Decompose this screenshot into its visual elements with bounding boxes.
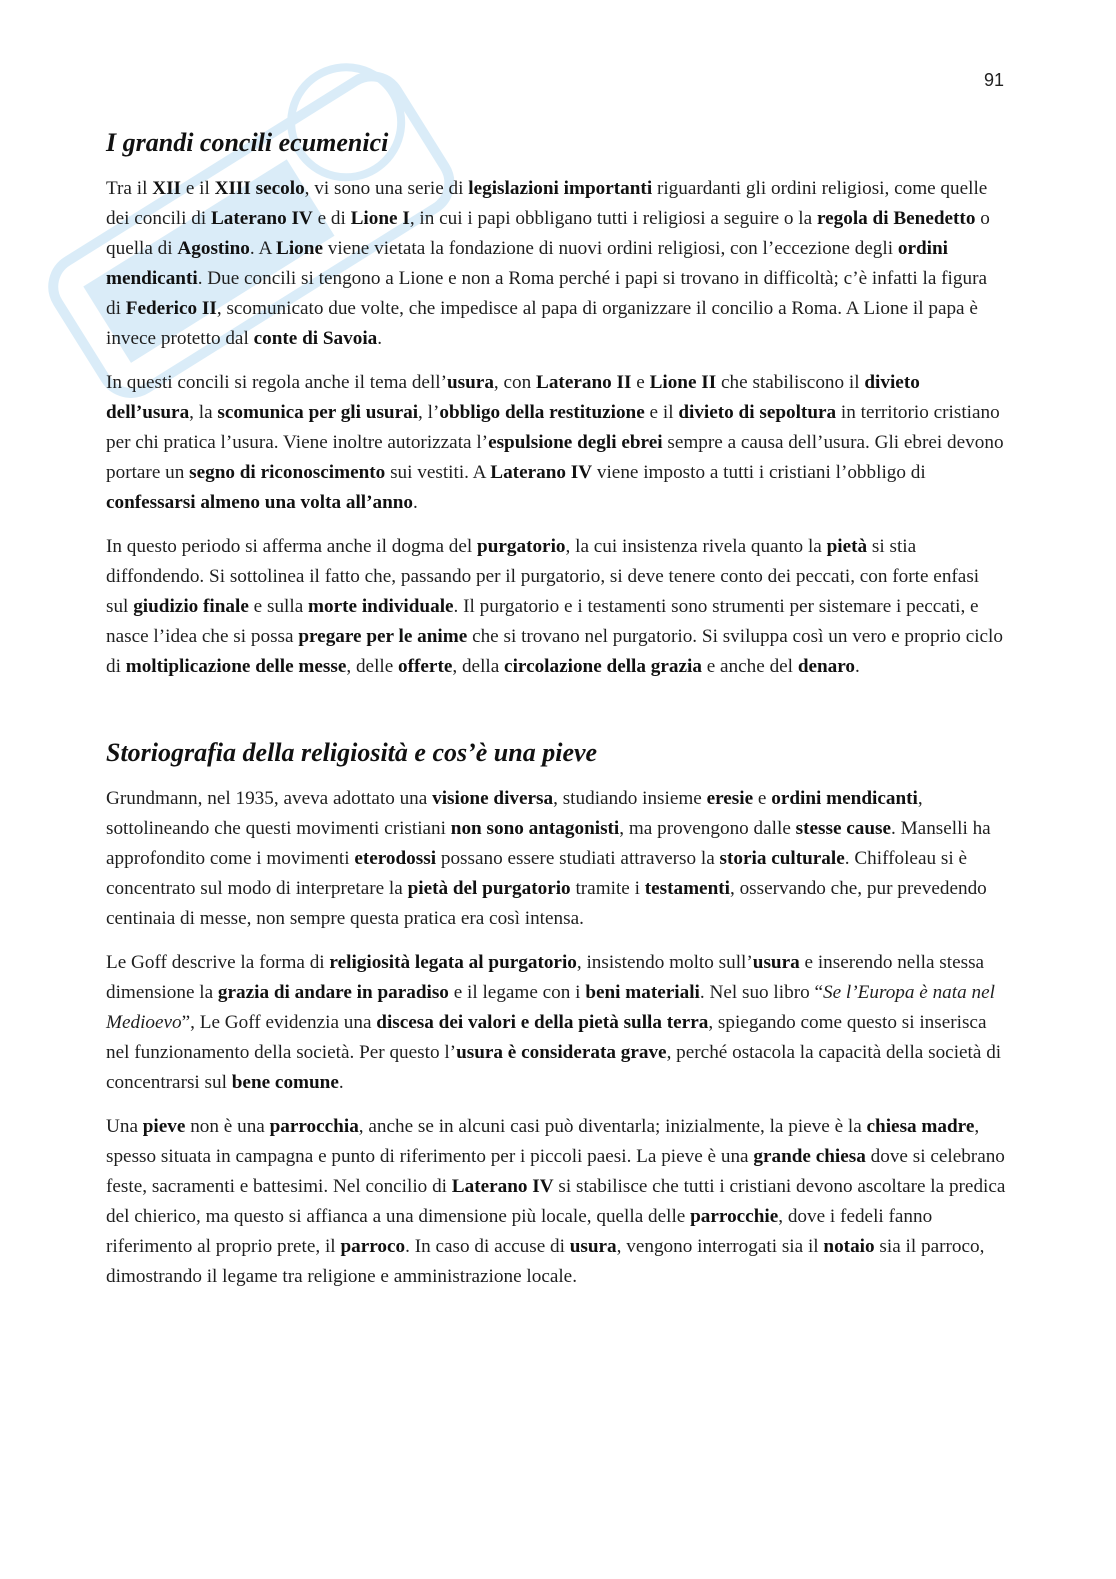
bold-term: usura [752,952,800,973]
text-run: Una [106,1116,143,1137]
text-run: . A [249,238,277,259]
bold-term: denaro [797,656,856,677]
bold-term: storia culturale [719,848,845,869]
paragraph [106,1112,1006,1292]
bold-term: visione diversa [432,788,554,809]
text-run: e anche del [701,656,798,677]
text-run: non è una [185,1116,270,1137]
bold-term: offerte [398,656,453,677]
bold-term: ordini mendicanti [771,788,918,809]
bold-term: usura [569,1236,617,1257]
text-run: e sulla [248,596,309,617]
bold-term: pietà del purgatorio [407,878,571,899]
text-run: . Nel suo libro “ [699,982,823,1003]
text-run: , l’ [418,402,440,423]
text-run: , sottolineando che questi movimenti cristiani [106,788,923,839]
bold-term: Laterano IV [490,462,593,483]
bold-term: XIII secolo [214,178,305,199]
text-run: . In caso di accuse di [405,1236,570,1257]
bold-term: espulsione degli ebrei [488,432,663,453]
bold-term: Lione II [649,372,717,393]
text-run: e [631,372,650,393]
paragraph [106,948,1006,1098]
text-run: o quella di [106,208,990,259]
bold-term: scomunica per gli usurai [217,402,419,423]
text-run: viene imposto a tutti i cristiani l’obbligo di [592,462,926,483]
text-run: e il [181,178,215,199]
bold-term: parrocchie [690,1206,779,1227]
paragraph [106,532,1006,682]
text-run: In questo periodo si afferma anche il dogma del [106,536,478,557]
text-run: riguardanti gli ordini religiosi, come quelle dei concili di [106,178,988,229]
bold-term: obbligo della restituzione [439,402,645,423]
bold-term: Laterano II [536,372,632,393]
text-run: sempre a causa dell’usura. Gli ebrei devono portare un [106,432,1004,483]
text-run: , la [189,402,218,423]
text-run: , la cui insistenza rivela quanto la [565,536,827,557]
text-run: . Chiffoleau si è concentrato sul modo di interpretare la [106,848,967,899]
bold-term: stesse cause [795,818,892,839]
paragraph [106,368,1006,518]
book-title: Se l’Europa è nata nel Medioevo [106,982,995,1033]
text-run: e [753,788,772,809]
text-run: e il [644,402,679,423]
text-run: , spesso situata in campagna e punto di riferimento per i piccoli paesi. La pieve è una [106,1116,980,1167]
text-run: , osservando che, pur prevedendo centinaia di messe, non sempre questa pratica era così intensa. [106,878,987,929]
text-run: . [377,328,383,349]
text-run: e di [312,208,351,229]
text-run: Le Goff descrive la forma di [106,952,330,973]
bold-term: usura [447,372,494,393]
bold-term: grande chiesa [753,1146,866,1167]
bold-term: Lione I [350,208,410,229]
bold-term: moltiplicazione delle messe [125,656,347,677]
bold-term: pregare per le anime [298,626,468,647]
text-run: . [413,492,418,513]
text-run: . [855,656,860,677]
section-title: Storiografia della religiosità e cos’è una pieve [106,738,598,767]
bold-term: usura è considerata grave [456,1042,667,1063]
text-run: . Due concili si tengono a Lione e non a Roma perché i papi si trovano in difficoltà; c’è infatti la figura di [106,268,987,319]
text-run: ”, Le Goff evidenzia una [181,1012,377,1033]
bold-term: confessarsi almeno una volta all’anno [106,492,414,513]
text-run: , dove i fedeli fanno riferimento al proprio prete, il [106,1206,933,1257]
text-run: , insistendo molto sull’ [576,952,753,973]
text-run: , spiegando come questo si inserisca nel funzionamento della società. Per questo l’ [106,1012,987,1063]
text-run: sui vestiti. A [385,462,491,483]
bold-term: legislazioni importanti [468,178,653,199]
text-run: , scomunicato due volte, che impedisce al papa di organizzare il concilio a Roma. A Lione il papa è invece protetto dal [106,298,978,349]
text-run: , vengono interrogati sia il [616,1236,824,1257]
bold-term: pieve [142,1116,186,1137]
text-run: possano essere studiati attraverso la [436,848,720,869]
text-run: , studiando insieme [553,788,707,809]
text-run: . Manselli ha approfondito come i movimenti [106,818,991,869]
bold-term: ordini mendicanti [106,238,948,289]
text-run: , della [452,656,505,677]
bold-term: religiosità legata al purgatorio [329,952,577,973]
text-run: In questi concili si regola anche il tema dell’ [106,372,447,393]
bold-term: grazia di andare in paradiso [217,982,449,1003]
bold-term: non sono antagonisti [450,818,620,839]
bold-term: purgatorio [477,536,566,557]
paragraph [106,174,1006,354]
bold-term: XII [152,178,182,199]
text-run: in territorio cristiano per chi pratica l’usura. Viene inoltre autorizzata l’ [106,402,1000,453]
bold-term: morte individuale [308,596,454,617]
text-run: . [338,1072,344,1093]
bold-term: discesa dei valori e della pietà sulla terra [376,1012,709,1033]
text-run: si stabilisce che tutti i cristiani devono ascoltare la predica del chierico, ma questo si affianca a una dimensione più locale, quella delle [106,1176,1006,1227]
bold-term: circolazione della grazia [504,656,702,677]
text-run: , ma provengono dalle [619,818,796,839]
bold-term: conte di Savoia [253,328,378,349]
text-run: Grundmann, nel 1935, aveva adottato una [106,788,433,809]
bold-term: pietà [826,536,868,557]
text-run: , in cui i papi obbligano tutti i religiosi a seguire o la [409,208,817,229]
text-run: che si trovano nel purgatorio. Si sviluppa così un vero e proprio ciclo di [106,626,1003,677]
bold-term: bene comune [231,1072,339,1093]
bold-term: chiesa madre [866,1116,975,1137]
page-number: 91 [983,70,1004,90]
bold-term: segno di riconoscimento [189,462,386,483]
bold-term: giudizio finale [133,596,249,617]
text-run: tramite i [570,878,645,899]
bold-term: Laterano IV [210,208,313,229]
text-run: , anche se in alcuni casi può diventarla; inizialmente, la pieve è la [358,1116,867,1137]
text-run: viene vietata la fondazione di nuovi ordini religiosi, con l’eccezione degli [322,238,898,259]
text-run: , vi sono una serie di [304,178,469,199]
bold-term: notaio [823,1236,875,1257]
text-run: e inserendo nella stessa dimensione la [106,952,985,1003]
paragraph [106,784,1006,934]
text-run: , delle [346,656,399,677]
text-run: e il legame con i [448,982,586,1003]
bold-term: parroco [340,1236,406,1257]
text-run: sia il parroco, dimostrando il legame tra religione e amministrazione locale. [106,1236,985,1287]
bold-term: regola di Benedetto [816,208,976,229]
bold-term: eresie [706,788,754,809]
bold-term: beni materiali [585,982,700,1003]
text-run: si stia diffondendo. Si sottolinea il fatto che, passando per il purgatorio, si deve tenere conto dei peccati, con forte enfasi sul [106,536,980,617]
bold-term: Lione [276,238,323,259]
section-title: I grandi concili ecumenici [106,128,389,157]
text-run: . Il purgatorio e i testamenti sono strumenti per sistemare i peccati, e nasce l’idea che si possa [106,596,979,647]
document-body [106,128,1006,1306]
bold-term: eterodossi [354,848,437,869]
bold-term: Federico II [125,298,217,319]
bold-term: Laterano IV [451,1176,554,1197]
bold-term: Agostino [177,238,250,259]
text-run: Tra il [106,178,153,199]
bold-term: parrocchia [269,1116,359,1137]
text-run: , con [493,372,537,393]
text-run: che stabiliscono il [716,372,865,393]
bold-term: divieto dell’usura [106,372,920,423]
text-run: , perché ostacola la capacità della società di concentrarsi sul [106,1042,1002,1093]
bold-term: testamenti [644,878,730,899]
bold-term: divieto di sepoltura [678,402,837,423]
text-run: dove si celebrano feste, sacramenti e battesimi. Nel concilio di [106,1146,1005,1197]
